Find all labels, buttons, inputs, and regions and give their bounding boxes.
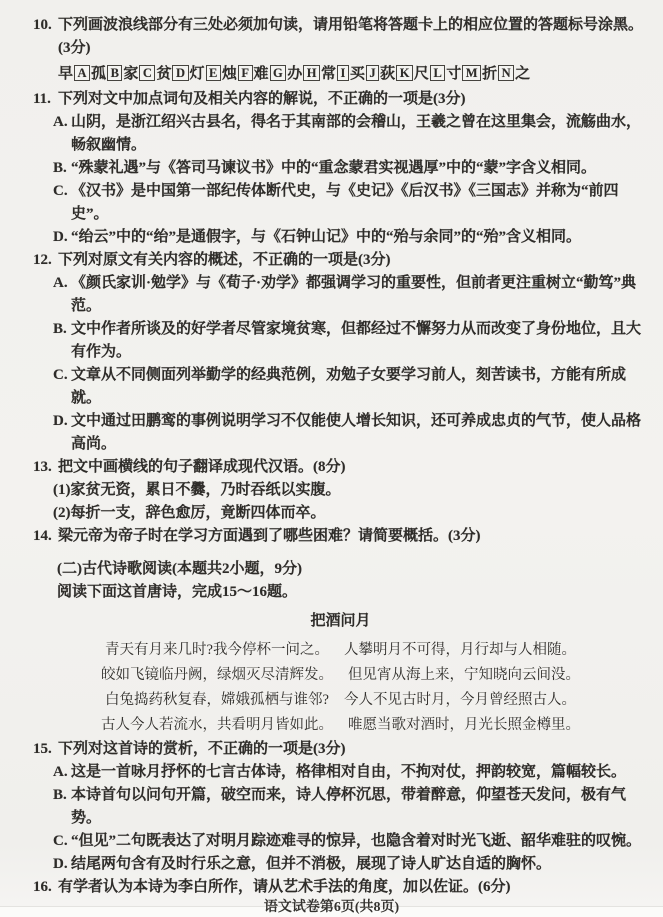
answer-mark-box: G — [270, 65, 287, 81]
poem-line — [33, 638, 648, 663]
answer-mark-box: A — [74, 65, 90, 81]
option-text: 《颜氏家训·勉学》与《荀子·劝学》都强调学习的重要性，但前者更注重树立“勤笃”典范。 — [71, 275, 637, 314]
page-footer: 语文试卷第6页(共8页) — [263, 900, 400, 915]
question-11-option-c — [53, 180, 648, 226]
punctuation-letter-strip — [58, 61, 648, 87]
poem-verse: 青天有月来几时?我今停杯一问之。 — [105, 642, 329, 658]
question-12-option-a — [53, 272, 648, 318]
answer-mark-box: J — [366, 65, 379, 81]
option-label: D. — [53, 413, 68, 429]
question-15-option-b — [53, 784, 648, 830]
option-label: D. — [53, 856, 68, 872]
question-13-stem: 把文中画横线的句子翻译成现代汉语。(8分) — [58, 459, 346, 475]
exam-content — [33, 14, 648, 899]
option-label: A. — [53, 275, 68, 291]
poem-verse: 但见宵从海上来，宁知晓向云间没。 — [348, 667, 580, 683]
option-text: 文章从不同侧面列举勤学的经典范例，劝勉子女要学习前人，刻苦读书，方能有所成就。 — [71, 367, 627, 406]
question-15-number: 15. — [33, 741, 52, 757]
question-15 — [33, 738, 648, 761]
question-13 — [33, 456, 648, 479]
answer-mark-box: L — [430, 65, 445, 81]
strip-char: 寸 — [446, 66, 462, 82]
section-heading-poetry-reading: (二)古代诗歌阅读(本题共2小题，9分) — [57, 561, 302, 577]
question-10-number: 10. — [33, 17, 52, 33]
answer-mark-box: E — [206, 65, 221, 81]
answer-mark-box: C — [139, 65, 155, 81]
poem-line — [33, 663, 648, 688]
question-15-stem: 下列对这首诗的赏析，不正确的一项是(3分) — [58, 741, 346, 757]
option-text: “殊蒙礼遇”与《答司马谏议书》中的“重念蒙君实视遇厚”中的“蒙”字含义相同。 — [71, 160, 597, 176]
answer-mark-box: M — [462, 65, 481, 81]
question-10 — [33, 14, 648, 88]
strip-char: 常 — [321, 66, 337, 82]
strip-char: 办 — [287, 66, 303, 82]
question-12-stem: 下列对原文有关内容的概述，不正确的一项是(3分) — [58, 252, 391, 268]
option-text: 结尾两句含有及时行乐之意，但并不消极，展现了诗人旷达自适的胸怀。 — [71, 856, 552, 872]
poem-verse: 今人不见古时月，今月曾经照古人。 — [343, 692, 576, 708]
strip-char: 早 — [58, 66, 74, 82]
strip-char: 灯 — [189, 66, 205, 82]
option-text: 文中作者所谈及的好学者尽管家境贫寒，但都经过不懈努力从而改变了身份地位，且大有作为。 — [71, 321, 642, 360]
question-12-option-d — [53, 410, 648, 456]
option-text: 山阴，是浙江绍兴古县名，得名于其南部的会稽山，王羲之曾在这里集会，流觞曲水，畅叙幽情。 — [71, 114, 642, 153]
strip-char: 孤 — [91, 66, 107, 82]
answer-mark-box: D — [172, 65, 188, 81]
answer-mark-box: F — [238, 65, 253, 81]
strip-char: 尺 — [413, 66, 429, 82]
question-11-option-b — [53, 157, 648, 180]
question-15-option-c — [53, 830, 648, 853]
question-15-option-a — [53, 761, 648, 784]
poem-line — [33, 688, 648, 713]
strip-char: 荻 — [380, 66, 396, 82]
question-14-number: 14. — [33, 528, 52, 544]
option-text: 本诗首句以问句开篇，破空而来，诗人停杯沉思，带着醉意，仰望苍天发问，极有气势。 — [71, 787, 627, 826]
question-11-number: 11. — [33, 91, 51, 107]
question-12 — [33, 249, 648, 272]
option-label: C. — [53, 183, 68, 199]
strip-char: 折 — [482, 66, 498, 82]
strip-char: 之 — [515, 66, 531, 82]
question-10-stem: 下列画波浪线部分有三处必须加句读，请用铅笔将答题卡上的相应位置的答题标号涂黑。(3分) — [58, 17, 644, 56]
answer-mark-box: K — [396, 65, 413, 81]
poem-verse: 唯愿当歌对酒时，月光长照金樽里。 — [348, 717, 580, 733]
question-11 — [33, 88, 648, 111]
option-label: B. — [53, 321, 67, 337]
answer-mark-box: I — [337, 65, 349, 81]
question-13-sentence-1: (1)家贫无资，累日不爨，乃时吞纸以实腹。 — [53, 482, 341, 498]
strip-char: 买 — [349, 66, 365, 82]
strip-char: 烛 — [221, 66, 237, 82]
option-label: D. — [53, 229, 68, 245]
question-12-option-c — [53, 364, 648, 410]
answer-mark-box: N — [498, 65, 514, 81]
question-11-option-d — [53, 226, 648, 249]
option-label: C. — [53, 833, 68, 849]
question-14 — [33, 525, 648, 548]
question-11-option-a — [53, 111, 648, 157]
strip-char: 家 — [123, 66, 139, 82]
option-label: B. — [53, 787, 67, 803]
strip-char: 贫 — [156, 66, 172, 82]
question-12-option-b — [53, 318, 648, 364]
poem-title: 把酒问月 — [310, 613, 371, 629]
option-text: 《汉书》是中国第一部纪传体断代史，与《史记》《后汉书》《三国志》并称为“前四史”。 — [71, 183, 619, 222]
option-label: A. — [53, 764, 68, 780]
option-label: A. — [53, 114, 68, 130]
question-16-number: 16. — [33, 879, 52, 895]
question-14-stem: 梁元帝为帝子时在学习方面遇到了哪些困难？请简要概括。(3分) — [58, 528, 481, 544]
option-text: 文中通过田鹏鸾的事例说明学习不仅能使人增长知识，还可养成忠贞的气节，使人品格高尚。 — [71, 413, 642, 452]
poem-verse: 人攀明月不可得，月行却与人相随。 — [343, 642, 576, 658]
option-label: C. — [53, 367, 68, 383]
section-instruction: 阅读下面这首唐诗，完成15～16题。 — [57, 584, 298, 600]
poem-verse: 白兔捣药秋复春，嫦娥孤栖与谁邻? — [105, 692, 329, 708]
poem — [33, 610, 648, 738]
option-text: “但见”二句既表达了对明月踪迹难寻的惊异，也隐含着对时光飞逝、韶华难驻的叹惋。 — [71, 833, 642, 849]
poem-verse: 皎如飞镜临丹阙，绿烟灭尽清辉发。 — [101, 667, 333, 683]
option-label: B. — [53, 160, 67, 176]
answer-mark-box: H — [303, 65, 320, 81]
poem-verse: 古人今人若流水，共看明月皆如此。 — [101, 717, 333, 733]
strip-char: 难 — [253, 66, 269, 82]
question-15-option-d — [53, 853, 648, 876]
option-text: 这是一首咏月抒怀的七言古体诗，格律相对自由，不拘对仗，押韵较宽，篇幅较长。 — [71, 764, 627, 780]
question-16 — [33, 876, 648, 899]
question-13-number: 13. — [33, 459, 52, 475]
question-12-number: 12. — [33, 252, 52, 268]
poem-line — [33, 713, 648, 738]
question-11-stem: 下列对文中加点词句及相关内容的解说，不正确的一项是(3分) — [58, 91, 466, 107]
question-13-sentence-2: (2)每折一支，辞色愈厉，竟断四体而卒。 — [53, 505, 326, 521]
question-16-stem: 有学者认为本诗为李白所作，请从艺术手法的角度，加以佐证。(6分) — [58, 879, 511, 895]
option-text: “绐云”中的“绐”是通假字，与《石钟山记》中的“殆与余同”的“殆”含义相同。 — [71, 229, 582, 245]
answer-mark-box: B — [107, 65, 122, 81]
